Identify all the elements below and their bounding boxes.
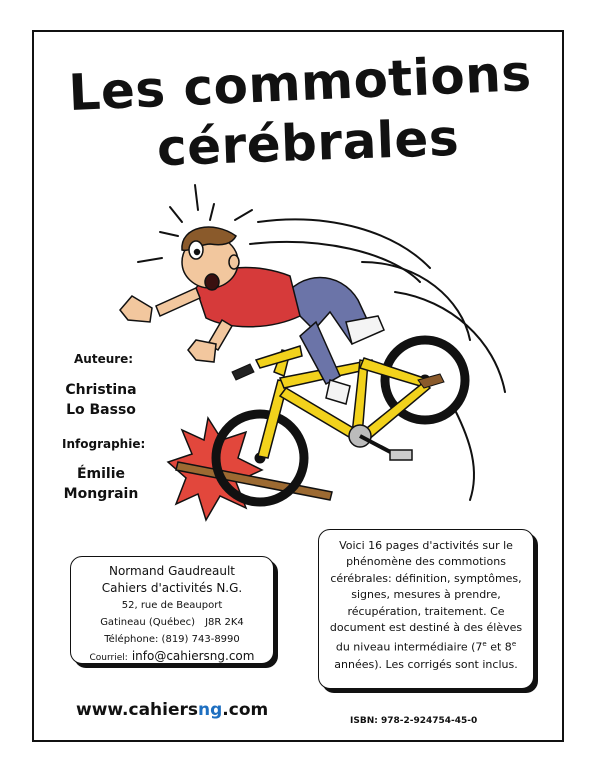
email-label: Courriel: xyxy=(89,653,128,663)
description-box xyxy=(318,529,534,689)
title-line-1: Les commotions xyxy=(67,43,533,123)
publisher-phone: Téléphone: (819) 743-8990 xyxy=(104,634,240,645)
publisher-box xyxy=(70,556,274,664)
website-link[interactable] xyxy=(76,700,268,720)
rider xyxy=(120,227,384,404)
description-text xyxy=(329,538,523,673)
publisher-postal-code: J8R 2K4 xyxy=(205,617,244,628)
website-prefix: www.cahiers xyxy=(76,700,198,720)
graphics-name xyxy=(56,464,146,504)
description-sup-2: e xyxy=(511,640,517,649)
publisher-city: Gatineau (Québec) xyxy=(100,617,196,628)
website-highlight: ng xyxy=(198,700,223,720)
publisher-email-row xyxy=(71,648,273,667)
description-part-2: et 8 xyxy=(486,641,512,655)
email-link[interactable]: info@cahiersng.com xyxy=(131,649,255,663)
publisher-company: Cahiers d'activités N.G. xyxy=(101,581,243,595)
title-line-2: cérébrales xyxy=(156,108,460,178)
website-suffix: .com xyxy=(222,700,269,720)
description-sup-1: e xyxy=(482,640,487,649)
publisher-name: Normand Gaudreault xyxy=(108,564,236,578)
graphics-name-line-2: Mongrain xyxy=(63,486,139,502)
author-label: Auteure: xyxy=(74,352,134,366)
isbn: ISBN: 978-2-924754-45-0 xyxy=(350,716,478,726)
description-part-1: Voici 16 pages d'activités sur le phénomène des commotions cérébrales: définition, symptômes, signes, mesures à prendre, récupération, traitement. Ce document est destiné à des élèves du niveau intermédiaire (7 xyxy=(329,539,523,655)
author-name-line-2: Lo Basso xyxy=(66,402,136,418)
author-name xyxy=(56,380,146,420)
publisher-city-row xyxy=(71,614,273,631)
graphics-label: Infographie: xyxy=(62,437,146,451)
graphics-name-line-1: Émilie xyxy=(76,466,126,482)
publisher-street: 52, rue de Beauport xyxy=(121,600,223,611)
author-name-line-1: Christina xyxy=(65,382,137,398)
description-part-3: années). Les corrigés sont inclus. xyxy=(334,657,518,671)
